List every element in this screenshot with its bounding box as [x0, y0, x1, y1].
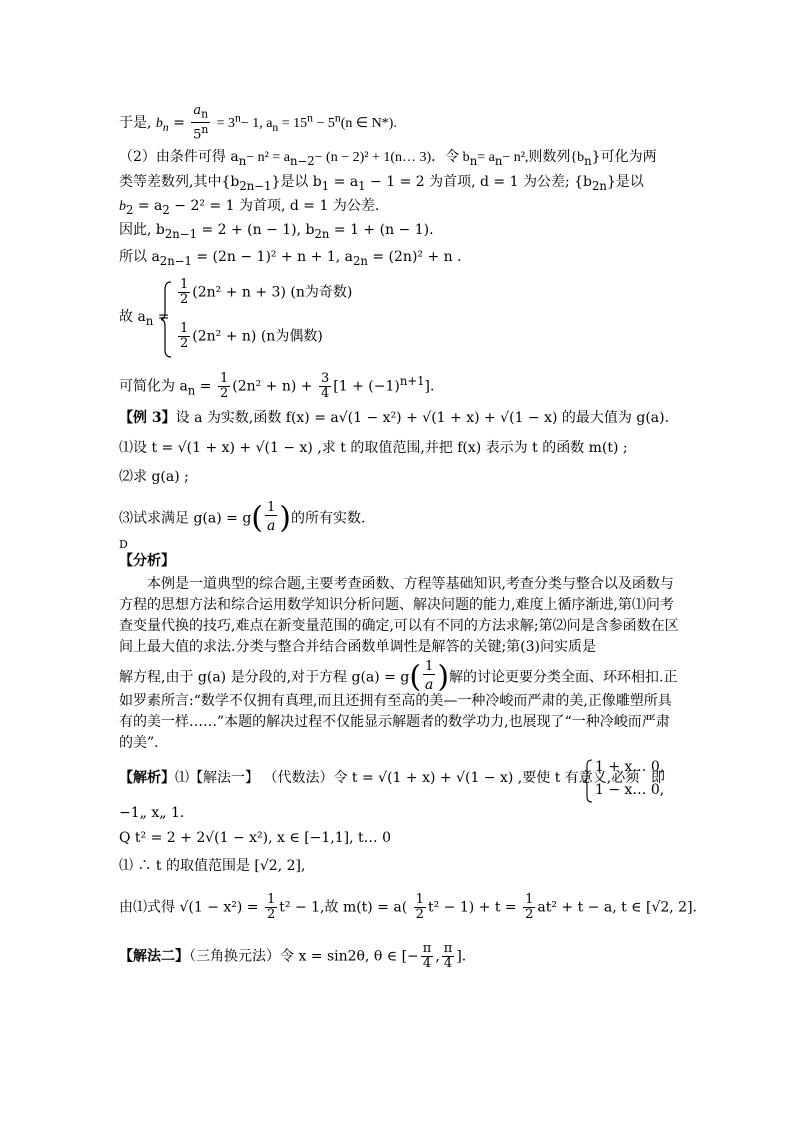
- text: 解方程,由于 g(a) 是分段的,对于方程 g(a) = g: [119, 669, 410, 686]
- math: $b_n$: [155, 115, 169, 134]
- text: − 2² = 1 为首项, d = 1 为公差.: [174, 198, 380, 214]
- fraction: [218, 372, 230, 401]
- text: （2）由条件可得 a: [119, 149, 239, 165]
- math: = 1 + (n − 1).: [333, 222, 434, 238]
- den: 2: [525, 907, 534, 922]
- section-label: 【解析】: [119, 770, 175, 786]
- line-8: 可简化为 $a_n$ = $\frac{1}{2}$ (2n² + n) + $\frac{3}{4}$ $[1 + (-1)^{n+1}]$.: [119, 371, 435, 402]
- line-4: $b_2 = a_2 - 2^2 = 1$ 为首项, d = 1 为公差.: [119, 198, 380, 217]
- text: ⑴ ∴ t 的取值范围是 [√2, 2],: [119, 858, 306, 874]
- line-2: （2）由条件可得 $a_n- n^2 = a_{n-2}- (n - 2)^2$ + 1(n… 3)．令 $b_n= a_n- n^2$,则数列$\{b_n\}$可化为两: [119, 149, 657, 168]
- den: 4: [320, 386, 330, 402]
- math: = a: [333, 174, 359, 190]
- text: ⑴【解法一】: [175, 770, 259, 786]
- text: 因此, b: [119, 222, 165, 238]
- den: 4: [443, 956, 453, 971]
- paren: ): [437, 659, 450, 695]
- eq4: − 5: [316, 115, 335, 131]
- condition-tail: [651, 768, 665, 788]
- solution-line-1: [119, 768, 639, 788]
- paren: (: [251, 500, 263, 536]
- example-label: 【例 3】: [119, 410, 176, 426]
- math: − n² = a: [246, 150, 290, 165]
- den: 2: [415, 907, 424, 922]
- math: = (2n)² + n .: [372, 249, 462, 265]
- fraction: [265, 893, 277, 922]
- text: 由⑴式得 √(1 − x²) =: [119, 899, 259, 916]
- section-label: 【分析】: [119, 553, 175, 569]
- text: （三角换元法）令 x = sin2θ, θ ∈ [−: [189, 948, 419, 965]
- text: 于是,: [119, 114, 152, 131]
- text: 即: [651, 770, 665, 786]
- analysis-paragraph-1: [119, 574, 679, 658]
- text: 解的讨论更要分类全面、环环相扣.正: [449, 669, 678, 686]
- fraction: [442, 942, 455, 971]
- analysis-paragraph-2: [119, 660, 677, 695]
- den: 2: [219, 386, 229, 402]
- text: ⑴设 t = √(1 + x) + √(1 − x) ,求 t 的取值范围,并把 f(x) 表示为 t 的函数 m(t) ;: [119, 440, 628, 456]
- text: t² − 1,故 m(t) = a(: [279, 899, 408, 916]
- num: 1: [266, 892, 276, 907]
- text: 的所有实数.: [291, 510, 366, 527]
- num: 1: [180, 277, 189, 292]
- math: = (2n − 1)² + n + 1, a: [196, 249, 353, 265]
- solution-line-3: [119, 828, 391, 848]
- num: 1: [425, 659, 434, 674]
- text: 故 a: [119, 309, 146, 325]
- math: − n²,则数列{b: [502, 150, 585, 165]
- var: b: [155, 115, 163, 131]
- text: t² − 1) + t =: [427, 899, 517, 916]
- num: a: [193, 103, 202, 118]
- num: 1: [180, 321, 189, 336]
- text: ⑶试求满足 g(a) = g: [119, 510, 252, 527]
- text: (2n² + n) (n为偶数): [192, 328, 323, 345]
- num: 1: [219, 371, 229, 387]
- solution-line-5: [119, 893, 697, 922]
- piecewise-case-1: [176, 278, 352, 307]
- question-1: [119, 438, 628, 458]
- example-3: [119, 408, 669, 428]
- question-3: [119, 501, 365, 536]
- text: 所以 a: [119, 249, 160, 265]
- text: 1 + x… 0,: [595, 759, 665, 775]
- math: − (n − 2)² + 1(n… 3)．令 b: [314, 150, 470, 165]
- text: 1 − x… 0,: [595, 782, 665, 798]
- text: 可简化为 a: [119, 378, 188, 395]
- fraction: [423, 660, 435, 695]
- den: 4: [422, 956, 432, 971]
- den: 2: [180, 292, 189, 307]
- num: 1: [267, 500, 276, 515]
- text: ⑵求 g(a) ;: [119, 469, 189, 485]
- math: ].: [424, 378, 435, 395]
- fraction: [178, 278, 190, 307]
- text: D: [119, 538, 128, 551]
- fraction: [421, 942, 434, 971]
- text: }是以: [606, 174, 644, 190]
- text: (2n² + n + 3) (n为奇数): [192, 284, 353, 301]
- text: −1„ x„ 1.: [119, 805, 185, 821]
- eq5: (n ∈ N*).: [340, 115, 397, 131]
- brace-icon: [160, 281, 172, 358]
- eq2: − 1, a: [240, 115, 273, 131]
- line-6: 所以 $a_{2n-1} = (2n - 1)^2 + n + 1$, $a_{2n} = (2n)^2 + n$ .: [119, 249, 462, 268]
- question-2: [119, 467, 189, 487]
- math: b: [119, 199, 126, 214]
- num: π: [422, 941, 432, 956]
- math: (2n² + n) +: [232, 378, 313, 395]
- num: 1: [415, 892, 424, 907]
- solution-line-2: [119, 803, 184, 823]
- piecewise-lead: 故 $a_n$ =: [119, 309, 170, 328]
- den: a: [266, 518, 276, 534]
- piecewise-case-2: [176, 322, 323, 351]
- fraction: [265, 501, 277, 536]
- den: 5: [193, 126, 202, 142]
- text: }可化为两: [591, 149, 657, 165]
- math: = $3^n- 1$, $a_n = 15^n - 5^n(n$ ∈ N*).: [216, 111, 397, 134]
- math: = a: [137, 198, 163, 214]
- den: 2: [180, 336, 189, 351]
- den: 2: [266, 907, 276, 922]
- text: （代数法）令 t = √(1 + x) + √(1 − x) ,要使 t 有意义,必须: [263, 770, 640, 786]
- text: 类等差数列,其中{b: [119, 174, 240, 190]
- eq3: = 15: [281, 115, 308, 131]
- analysis-heading: [119, 551, 175, 571]
- line-3: 类等差数列,其中$\{b_{2n-1}\}$是以 $b_1 = a_1 - 1 = 2$ 为首项, d = 1 为公差; $\{b_{2n}\}$是以: [119, 174, 644, 193]
- eq: = 3: [216, 115, 235, 131]
- solution-line-6: [119, 942, 466, 971]
- num: π: [443, 941, 453, 956]
- section-label: 【解法二】: [119, 948, 189, 965]
- text: ,: [435, 948, 440, 965]
- fraction: [319, 372, 331, 401]
- fraction: [523, 893, 535, 922]
- paren: ): [279, 500, 291, 536]
- brace-icon: [583, 759, 593, 803]
- math: = a: [477, 150, 495, 165]
- math: = 2 + (n − 1), b: [201, 222, 315, 238]
- den: a: [424, 677, 434, 693]
- example-text: 设 a 为实数,函数 f(x) = a√(1 − x²) + √(1 + x) + √(1 − x) 的最大值为 g(a).: [175, 410, 670, 426]
- line-5: 因此, $b_{2n-1} = 2 + (n - 1)$, $b_{2n} = 1 + (n - 1)$.: [119, 222, 434, 241]
- paren: (: [409, 659, 422, 695]
- text: 如罗素所言:“数学不仅拥有真理,而且还拥有至高的美—一种冷峻而严肃的美,正像雕塑所具有的美一样……”本题的解决过程不仅能显示解题者的数学功力,也展现了“一种冷峻而严肃的美”.: [119, 693, 672, 751]
- solution-line-4: [119, 856, 305, 876]
- num: 1: [525, 892, 534, 907]
- text: 本例是一道典型的综合题,主要考查函数、方程等基础知识,考查分类与整合以及函数与方程的思想方法和综合运用数学知识分析问题、解决问题的能力,难度上循序渐进,第⑴问考查变量代换的技巧,难点在新变量范围的确定,可以有不同的方法求解;第⑵问是含参函数在区间上最大值的求法.分类与整合并结合函数单调性是解答的关键;第(3)问实质是: [119, 576, 679, 655]
- line-1: 于是, $b_n$ = $\frac{a_n}{5^n}$ = $3^n- 1$, $a_n = 15^n - 5^n(n$ ∈ N*).: [119, 103, 397, 142]
- text: − 1 = 2 为首项, d = 1 为公差; {b: [370, 174, 593, 190]
- fraction: $\frac{a_n}{5^n}$: [193, 103, 209, 142]
- num: 3: [320, 371, 330, 387]
- math: [1 + (−1): [333, 378, 400, 395]
- text: Q t² = 2 + 2√(1 − x²), x ∈ [−1,1], t… 0: [119, 830, 391, 846]
- fraction: [414, 893, 426, 922]
- text: at² + t − a, t ∈ [√2, 2].: [537, 899, 697, 916]
- text: }是以 b: [271, 174, 322, 190]
- analysis-paragraph-3: [119, 691, 679, 754]
- text: ].: [456, 948, 467, 965]
- fraction: [178, 322, 190, 351]
